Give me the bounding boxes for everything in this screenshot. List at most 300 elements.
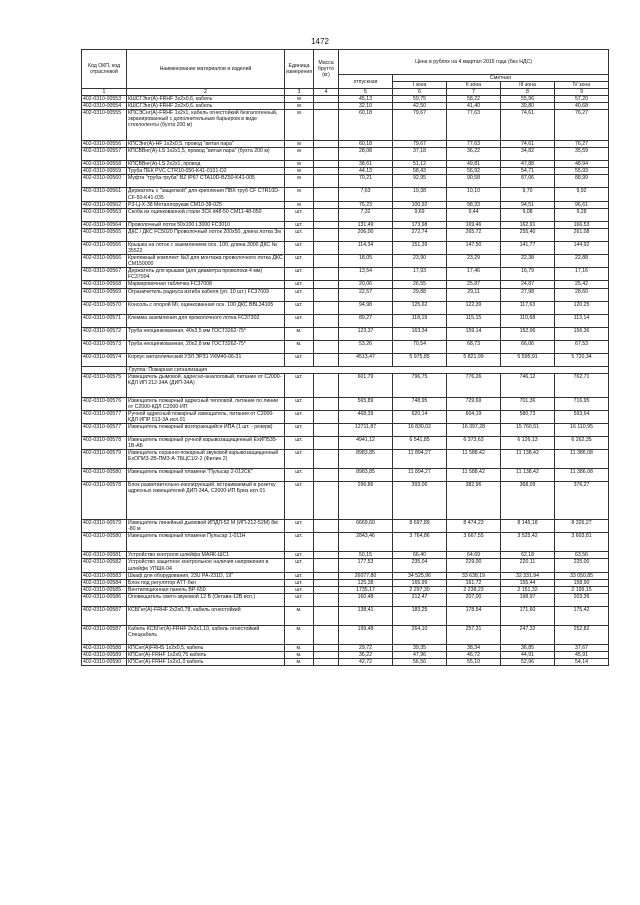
zone-3-price-cell: 580,73 (501, 410, 555, 423)
name-cell: Труба ПЕК PVC CTR10-050-K41-0101-D2 (127, 168, 285, 175)
zone-2-price-cell: 10,10 (447, 188, 501, 201)
unit-cell: м (285, 161, 314, 168)
unit-cell: м (285, 201, 314, 208)
zone-1-price-cell: 39,35 (393, 644, 447, 651)
table-row (82, 579, 609, 586)
zone-1-price-cell: 100,92 (393, 201, 447, 208)
name-cell: КПСнг(А)FRHS 1х2х0,5, кабель (127, 644, 285, 651)
header-zone-2: II зона (447, 82, 501, 89)
group-title: Группа: Пожарная сигнализация (127, 366, 609, 373)
column-number: 4 (314, 89, 339, 96)
sale-price-cell: 28,08 (339, 148, 393, 161)
zone-2-price-cell: 36,22 (447, 148, 501, 161)
zone-2-price-cell: 776,26 (447, 373, 501, 397)
name-cell: Извещатель пожарный адресный тепловой, питание по линии от С2000-КДЛ С2000-ИП (127, 397, 285, 410)
zone-2-price-cell: 115,15 (447, 314, 501, 327)
zone-1-price-cell: 37,18 (393, 148, 447, 161)
zone-3-price-cell: 6 126,13 (501, 436, 555, 449)
unit-cell: шт. (285, 208, 314, 221)
zone-4-price-cell: 63,56 (555, 552, 609, 559)
code-cell: 402-0310-00590 (82, 659, 127, 666)
mass-cell (314, 255, 339, 268)
zone-4-price-cell: 37,67 (555, 644, 609, 651)
header-mass: Масса брутто (кг) (314, 50, 339, 89)
zone-1-price-cell: 393,06 (393, 482, 447, 520)
zone-3-price-cell: 9,08 (501, 208, 555, 221)
mass-cell (314, 288, 339, 301)
unit-cell: м. (285, 644, 314, 651)
zone-1-price-cell: 125,62 (393, 301, 447, 314)
mass-cell (314, 103, 339, 110)
zone-4-price-cell: 5 720,34 (555, 353, 609, 366)
code-cell: 402-0310-00589 (82, 652, 127, 659)
code-cell: 402-0310-00570 (82, 301, 127, 314)
zone-1-price-cell: 56,56 (393, 659, 447, 666)
zone-1-price-cell: 165,99 (393, 579, 447, 586)
unit-cell: м (285, 103, 314, 110)
zone-2-price-cell: 55,10 (447, 659, 501, 666)
sale-price-cell: 38,61 (339, 161, 393, 168)
sale-price-cell: 114,34 (339, 241, 393, 254)
zone-3-price-cell: 11 138,42 (501, 450, 555, 469)
sale-price-cell: 160,48 (339, 593, 393, 606)
zone-4-price-cell: 28,60 (555, 288, 609, 301)
mass-cell (314, 436, 339, 449)
mass-cell (314, 314, 339, 327)
sale-price-cell: 44,13 (339, 168, 393, 175)
zone-1-price-cell: 23,90 (393, 255, 447, 268)
sale-price-cell: 70,21 (339, 175, 393, 188)
table-row (82, 520, 609, 533)
code-cell: 402-0310-00560 (82, 175, 127, 188)
zone-2-price-cell: 77,63 (447, 141, 501, 148)
unit-cell: шт. (285, 353, 314, 366)
zone-1-price-cell: 620,14 (393, 410, 447, 423)
zone-1-price-cell: 6 541,85 (393, 436, 447, 449)
sale-price-cell: 50,15 (339, 552, 393, 559)
zone-2-price-cell: 33 638,19 (447, 572, 501, 579)
zone-4-price-cell: 9,28 (555, 208, 609, 221)
zone-1-price-cell: 58,43 (393, 168, 447, 175)
zone-3-price-cell: 11 138,42 (501, 469, 555, 482)
unit-cell: шт. (285, 423, 314, 436)
sale-price-cell: 32,10 (339, 103, 393, 110)
name-cell: Извещатель линейный дымовой ИПДЛ-52 М (ИП-212-52М) 8м -80 м (127, 520, 285, 533)
zone-3-price-cell: 74,61 (501, 141, 555, 148)
name-cell: Шкаф для оборудования, 23U РА-231D, 19" (127, 572, 285, 579)
zone-2-price-cell: 122,39 (447, 301, 501, 314)
name-cell: Ручной адресный пожарный извещатель, питание от С2000-КДЛ ИПР 513-3А исп.01 (127, 410, 285, 423)
code-cell: 402-0310-00580 (82, 469, 127, 482)
sale-price-cell: 4513,47 (339, 353, 393, 366)
zone-1-price-cell: 79,67 (393, 110, 447, 141)
table-row (82, 288, 609, 301)
zone-2-price-cell: 49,81 (447, 161, 501, 168)
zone-2-price-cell: 38,34 (447, 644, 501, 651)
name-cell: Крышка на лоток с заземлением осн. 100, длина 3000 ДКС № 35522 (127, 241, 285, 254)
zone-3-price-cell: 220,11 (501, 559, 555, 572)
code-cell: 402-0310-00561 (82, 188, 127, 201)
code-cell: 402-0310-00572 (82, 327, 127, 340)
zone-1-price-cell: 29,88 (393, 288, 447, 301)
zone-2-price-cell: 178,54 (447, 606, 501, 625)
table-row (82, 255, 609, 268)
mass-cell (314, 533, 339, 552)
name-cell: Извещатель дымовой, адресно-аналоговый, питание от С2000-КДЛ ИП 212-34А (ДИП-34А) (127, 373, 285, 397)
zone-4-price-cell: 55,93 (555, 168, 609, 175)
mass-cell (314, 168, 339, 175)
name-cell: Р3-Ц-Х-38 Металлорукав СМ10-38-025 (127, 201, 285, 208)
mass-cell (314, 652, 339, 659)
table-row (82, 96, 609, 103)
group-row (82, 366, 609, 373)
zone-2-price-cell: 11 588,42 (447, 469, 501, 482)
table-row (82, 103, 609, 110)
mass-cell (314, 625, 339, 644)
sale-price-cell: 94,98 (339, 301, 393, 314)
zone-3-price-cell: 32 331,94 (501, 572, 555, 579)
table-body (82, 96, 609, 666)
zone-4-price-cell: 17,16 (555, 268, 609, 281)
code-cell: 402-0310-00556 (82, 141, 127, 148)
name-cell: ДКС / ДКС FC5020 Проволочный лоток 200х50, длина лотка 3м (127, 228, 285, 241)
mass-cell (314, 110, 339, 141)
zone-2-price-cell: 229,00 (447, 559, 501, 572)
column-number: 1 (82, 89, 127, 96)
sale-price-cell: 468,39 (339, 410, 393, 423)
mass-cell (314, 397, 339, 410)
mass-cell (314, 606, 339, 625)
unit-cell: м. (285, 625, 314, 644)
zone-1-price-cell: 264,10 (393, 625, 447, 644)
zone-1-price-cell: 151,39 (393, 241, 447, 254)
code-cell: 402-0310-00563 (82, 208, 127, 221)
code-cell: 402-0310-00587 (82, 606, 127, 625)
unit-cell: м (285, 96, 314, 103)
zone-2-price-cell: 11 588,42 (447, 450, 501, 469)
code-cell: 402-0310-00588 (82, 644, 127, 651)
name-cell: Устройство защитное контрольное наличия напряжения в шлейфе УПШК-04 (127, 559, 285, 572)
header-zone-3: III зона (501, 82, 555, 89)
zone-3-price-cell: 47,88 (501, 161, 555, 168)
zone-4-price-cell: 76,27 (555, 141, 609, 148)
zone-2-price-cell: 90,58 (447, 175, 501, 188)
code-cell: 402-0310-00587 (82, 625, 127, 644)
table-row (82, 572, 609, 579)
sale-price-cell: 89,27 (339, 314, 393, 327)
code-cell: 402-0310-00564 (82, 221, 127, 228)
zone-4-price-cell: 120,25 (555, 301, 609, 314)
zone-1-price-cell: 163,34 (393, 327, 447, 340)
name-cell: КСБГнг(А)-FRHF 2х2х0,78, кабель огнестойкий (127, 606, 285, 625)
zone-1-price-cell: 8 697,89 (393, 520, 447, 533)
unit-cell: м. (285, 659, 314, 666)
table-row (82, 552, 609, 559)
header-unit: Единица измерения (285, 50, 314, 89)
zone-1-price-cell: 34 525,96 (393, 572, 447, 579)
name-cell: КПСЭСнг(А)-FRHF 1х2х1, кабель огнестойкий безгалогенный, экранированный с дополнительным барьером в виде стеклоленты (бухта 200 м) (127, 110, 285, 141)
zone-2-price-cell: 265,72 (447, 228, 501, 241)
name-cell: Корпус металлический УЗЛ ЭРЗ1 УКМ40-06-31 (127, 353, 285, 366)
zone-2-price-cell: 729,69 (447, 397, 501, 410)
mass-cell (314, 208, 339, 221)
code-cell: 402-0310-00559 (82, 168, 127, 175)
table-row (82, 161, 609, 168)
unit-cell: шт. (285, 301, 314, 314)
zone-4-price-cell: 2 199,15 (555, 586, 609, 593)
zone-4-price-cell: 203,39 (555, 593, 609, 606)
zone-3-price-cell: 87,06 (501, 175, 555, 188)
name-cell: Извещатель пожарный пламени "Пульсар 2-012СК" (127, 469, 285, 482)
zone-1-price-cell: 212,47 (393, 593, 447, 606)
zone-1-price-cell: 16 830,02 (393, 423, 447, 436)
code-cell: 402-0310-00586 (82, 593, 127, 606)
mass-cell (314, 593, 339, 606)
zone-2-price-cell: 169,46 (447, 221, 501, 228)
mass-cell (314, 301, 339, 314)
zone-2-price-cell: 8 474,23 (447, 520, 501, 533)
header-sale-price: отпускная (339, 75, 393, 89)
mass-cell (314, 228, 339, 241)
table-row (82, 659, 609, 666)
mass-cell (314, 221, 339, 228)
name-cell: Извещатель пожарный ручной взрывозащищенный ExИП535-1В-АБ (127, 436, 285, 449)
zone-3-price-cell: 16,79 (501, 268, 555, 281)
zone-3-price-cell: 3 525,42 (501, 533, 555, 552)
unit-cell: шт. (285, 533, 314, 552)
zone-4-price-cell: 156,36 (555, 327, 609, 340)
zone-1-price-cell: 272,74 (393, 228, 447, 241)
mass-cell (314, 141, 339, 148)
table-row (82, 327, 609, 340)
name-cell: Держатель для крышки (для диаметра проволоки 4 мм) FC37004 (127, 268, 285, 281)
zone-1-price-cell: 42,50 (393, 103, 447, 110)
unit-cell: м (285, 168, 314, 175)
code-cell: 402-0310-00577 (82, 410, 127, 423)
unit-cell: шт. (285, 255, 314, 268)
sale-price-cell: 45,13 (339, 96, 393, 103)
unit-cell: шт. (285, 469, 314, 482)
zone-4-price-cell: 252,82 (555, 625, 609, 644)
header-zone-4: IV зона (555, 82, 609, 89)
unit-cell: м. (285, 327, 314, 340)
zone-4-price-cell: 144,92 (555, 241, 609, 254)
column-number: 9 (555, 89, 609, 96)
sale-price-cell: 138,41 (339, 606, 393, 625)
zone-1-price-cell: 11 894,27 (393, 469, 447, 482)
sale-price-cell: 12711,87 (339, 423, 393, 436)
table-row (82, 533, 609, 552)
name-cell: Маркировочная табличка FC37008 (127, 281, 285, 288)
sale-price-cell: 125,38 (339, 579, 393, 586)
unit-cell: шт. (285, 268, 314, 281)
header-code: Код ОКП, код отраслевой (82, 50, 127, 89)
name-cell: КПСЭнг(А)-HF 1х2х0,5, провод "витая пара" (127, 141, 285, 148)
zone-1-price-cell: 92,95 (393, 175, 447, 188)
code-cell: 402-0310-00557 (82, 148, 127, 161)
zone-4-price-cell: 54,14 (555, 659, 609, 666)
zone-4-price-cell: 57,20 (555, 96, 609, 103)
name-cell: Извещатель охранно-пожарный звуковой взрывозащищенный ExОПИЗ-2В-ПМЗ-А-ТБЦС1/2-2 (Филин 2) (127, 450, 285, 469)
code-cell: 402-0310-00578 (82, 436, 127, 449)
mass-cell (314, 423, 339, 436)
mass-cell (314, 410, 339, 423)
unit-cell: шт. (285, 288, 314, 301)
zone-2-price-cell: 77,63 (447, 110, 501, 141)
zone-4-price-cell: 88,99 (555, 175, 609, 188)
table-row (82, 450, 609, 469)
unit-cell: шт. (285, 579, 314, 586)
mass-cell (314, 175, 339, 188)
column-number: 2 (127, 89, 285, 96)
sale-price-cell: 29,72 (339, 644, 393, 651)
zone-3-price-cell: 52,96 (501, 659, 555, 666)
name-cell: КПСнг(А)-FRHF 1х2х1,0 кабель (127, 659, 285, 666)
mass-cell (314, 482, 339, 520)
zone-4-price-cell: 40,68 (555, 103, 609, 110)
table-row (82, 469, 609, 482)
column-number: 3 (285, 89, 314, 96)
zone-4-price-cell: 48,94 (555, 161, 609, 168)
zone-4-price-cell: 11 386,08 (555, 469, 609, 482)
zone-2-price-cell: 161,72 (447, 579, 501, 586)
table-row (82, 221, 609, 228)
mass-cell (314, 572, 339, 579)
zone-4-price-cell: 593,64 (555, 410, 609, 423)
table-row (82, 268, 609, 281)
table-row (82, 423, 609, 436)
sale-price-cell: 7,63 (339, 188, 393, 201)
zone-2-price-cell: 207,00 (447, 593, 501, 606)
header-name: Наименование материалов и изделий (127, 50, 285, 89)
unit-cell: шт. (285, 482, 314, 520)
table-row (82, 201, 609, 208)
page-number: 1472 (311, 37, 329, 46)
zone-2-price-cell: 64,69 (447, 552, 501, 559)
zone-1-price-cell: 9,69 (393, 208, 447, 221)
sale-price-cell: 123,37 (339, 327, 393, 340)
unit-cell: шт. (285, 410, 314, 423)
column-number: 7 (447, 89, 501, 96)
zone-4-price-cell: 35,59 (555, 148, 609, 161)
mass-cell (314, 520, 339, 533)
zone-1-price-cell: 11 894,27 (393, 450, 447, 469)
zone-4-price-cell: 22,88 (555, 255, 609, 268)
code-cell: 402-0310-00571 (82, 314, 127, 327)
table-row (82, 175, 609, 188)
mass-cell (314, 161, 339, 168)
zone-2-price-cell: 46,72 (447, 652, 501, 659)
table-row (82, 652, 609, 659)
sale-price-cell: 53,26 (339, 340, 393, 353)
header-price-group: Цена в рублях на 4 квартал 2015 года (без НДС) (339, 50, 609, 75)
zone-2-price-cell: 9,44 (447, 208, 501, 221)
code-cell: 402-0310-00562 (82, 201, 127, 208)
zone-2-price-cell: 2 238,23 (447, 586, 501, 593)
zone-3-price-cell: 94,51 (501, 201, 555, 208)
zone-2-price-cell: 56,92 (447, 168, 501, 175)
zone-3-price-cell: 198,97 (501, 593, 555, 606)
mass-cell (314, 281, 339, 288)
sale-price-cell: 206,00 (339, 228, 393, 241)
code-cell: 402-0310-00566 (82, 241, 127, 254)
sale-price-cell: 60,18 (339, 141, 393, 148)
unit-cell: м. (285, 606, 314, 625)
zone-1-price-cell: 59,75 (393, 96, 447, 103)
name-cell: Ограничитель радиуса изгиба кабеля (уп. 10 шт.) FC37009 (127, 288, 285, 301)
name-cell: Скоба из оцинкованной стали ЗСК d48-50 СМ11-48-050 (127, 208, 285, 221)
unit-cell: шт. (285, 450, 314, 469)
zone-4-price-cell: 175,42 (555, 606, 609, 625)
code-cell: 402-0310-00565 (82, 228, 127, 241)
header-estimate-price: Сметная (393, 75, 609, 82)
zone-1-price-cell: 118,19 (393, 314, 447, 327)
zone-2-price-cell: 604,19 (447, 410, 501, 423)
name-cell: Кабель КСБГнг(А)-FRHF 2х2х1,10, кабель огнестойкий Спецкабель (127, 625, 285, 644)
zone-4-price-cell: 8 326,27 (555, 520, 609, 533)
zone-4-price-cell: 376,27 (555, 482, 609, 520)
table-row (82, 436, 609, 449)
code-cell: 402-0310-00585 (82, 586, 127, 593)
code-cell: 402-0310-00578 (82, 482, 127, 520)
zone-4-price-cell: 25,42 (555, 281, 609, 288)
sale-price-cell: 131,49 (339, 221, 393, 228)
zone-2-price-cell: 58,22 (447, 96, 501, 103)
zone-3-price-cell: 15 760,51 (501, 423, 555, 436)
zone-4-price-cell: 158,90 (555, 579, 609, 586)
unit-cell: шт. (285, 593, 314, 606)
sale-price-cell: 22,57 (339, 288, 393, 301)
zone-3-price-cell: 8 145,18 (501, 520, 555, 533)
zone-2-price-cell: 17,46 (447, 268, 501, 281)
unit-cell: шт. (285, 586, 314, 593)
unit-cell: шт. (285, 281, 314, 288)
table-row (82, 482, 609, 520)
name-cell: КШСГЭнг(А)-FRHF 2х2х0,6, кабель (127, 103, 285, 110)
zone-3-price-cell: 152,96 (501, 327, 555, 340)
sale-price-cell: 20,06 (339, 281, 393, 288)
sale-price-cell: 18,05 (339, 255, 393, 268)
table-row (82, 148, 609, 161)
zone-3-price-cell: 34,82 (501, 148, 555, 161)
mass-cell (314, 241, 339, 254)
zone-4-price-cell: 45,91 (555, 652, 609, 659)
zone-3-price-cell: 36,85 (501, 644, 555, 651)
name-cell: Проволочный лоток 50х100 L3000 FC3010 (127, 221, 285, 228)
code-cell: 402-0310-00575 (82, 373, 127, 397)
zone-1-price-cell: 748,95 (393, 397, 447, 410)
code-cell: 402-0310-00580 (82, 533, 127, 552)
zone-4-price-cell: 166,53 (555, 221, 609, 228)
sale-price-cell: 296,86 (339, 482, 393, 520)
zone-1-price-cell: 79,67 (393, 141, 447, 148)
zone-2-price-cell: 68,73 (447, 340, 501, 353)
name-cell: Устройство контроля шлейфа МАЯК-ШС1 (127, 552, 285, 559)
zone-2-price-cell: 5 821,99 (447, 353, 501, 366)
zone-3-price-cell: 141,77 (501, 241, 555, 254)
code-cell: 402-0310-00579 (82, 520, 127, 533)
code-cell: 402-0310-00569 (82, 288, 127, 301)
sale-price-cell: 601,79 (339, 373, 393, 397)
zone-3-price-cell: 44,91 (501, 652, 555, 659)
sale-price-cell: 1735,17 (339, 586, 393, 593)
mass-cell (314, 268, 339, 281)
table-row (82, 188, 609, 201)
code-cell: 402-0310-00581 (82, 552, 127, 559)
table-row (82, 586, 609, 593)
code-cell: 402-0310-00573 (82, 340, 127, 353)
zone-2-price-cell: 3 667,55 (447, 533, 501, 552)
